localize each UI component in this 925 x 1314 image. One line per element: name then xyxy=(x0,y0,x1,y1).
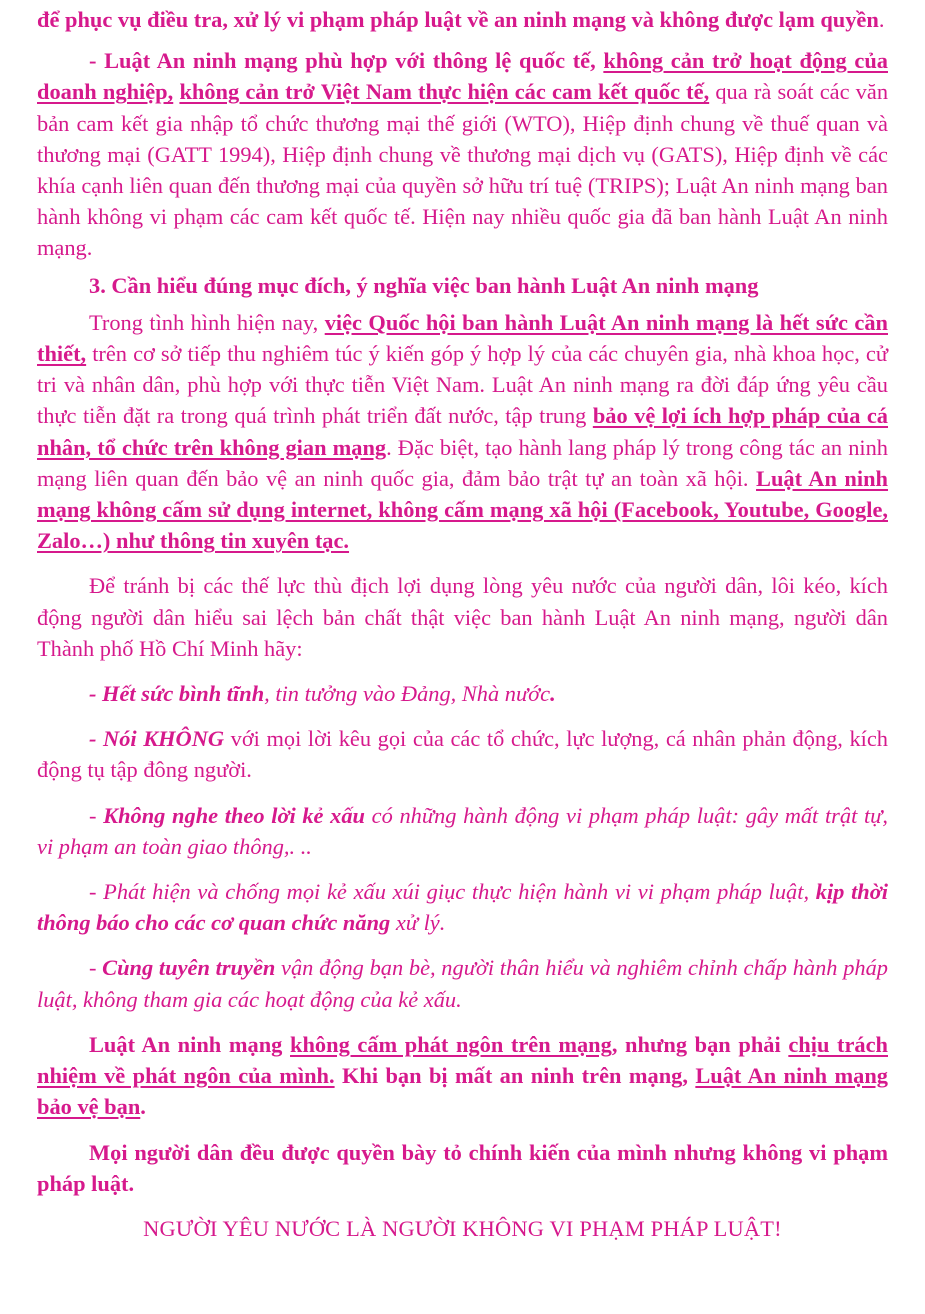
underlined-text: bảo vệ lợi ích hợp pháp của cá nhân, tổ chức trên không gian mạng xyxy=(37,403,888,460)
list-item xyxy=(37,800,888,862)
text-run: - xyxy=(89,955,103,981)
text-run: kịp thời thông báo cho các cơ quan chức năng xyxy=(37,879,888,936)
paragraph-call-to-action: Để tránh bị các thế lực thù địch lợi dụng lòng yêu nước của người dân, lôi kéo, kích động người dân hiểu sai lệch bản chất thật việc ban hành Luật An ninh mạng, người dân Thành phố Hồ Chí Minh hãy: xyxy=(37,573,888,661)
text-run: - Hết sức bình tĩnh xyxy=(89,681,265,707)
text-run: Trong tình hình hiện nay, xyxy=(89,309,325,335)
underlined-text: việc Quốc hội ban hành Luật An ninh mạng là hết sức cần thiết, xyxy=(37,309,888,367)
text-run: vận động bạn bè, người thân hiểu và nghiêm chỉnh chấp hành pháp luật, không tham gia các hoạt động của kẻ xấu. xyxy=(37,955,888,1012)
text-run: với mọi lời kêu gọi của các tổ chức, lực lượng, cá nhân phản động, kích động tụ tập đông người. xyxy=(37,726,888,783)
text-run: . xyxy=(140,1094,146,1120)
text-run: , nhưng bạn phải xyxy=(611,1031,789,1057)
text-run: . xyxy=(550,681,556,707)
text-run: - Nói KHÔNG xyxy=(89,726,225,752)
text-run: - Luật An ninh mạng phù hợp với thông lệ quốc tế, xyxy=(89,48,604,74)
text-run: qua rà soát các văn bản cam kết gia nhập tổ chức thương mại thế giới (WTO), Hiệp định chung về thuế quan và thương mại (GATT 1994), Hiệp định chung về thương mại dịch vụ (GATS), Hiệp định về các khía cạnh liên quan đến thương mại của quyền sở hữu trí tuệ (TRIPS); Luật An ninh mạng ban hành không vi phạm các cam kết quốc tế. Hiện nay nhiều quốc gia đã ban hành Luật An ninh mạng. xyxy=(37,79,889,261)
text-run: Khi bạn bị mất an ninh trên mạng, xyxy=(334,1063,696,1089)
closing-slogan: NGƯỜI YÊU NƯỚC LÀ NGƯỜI KHÔNG VI PHẠM PHÁP LUẬT! xyxy=(143,1215,782,1241)
paragraph-purpose xyxy=(37,307,888,557)
list-item xyxy=(37,723,888,785)
paragraph-continuation xyxy=(37,4,888,35)
text-run: Không nghe theo lời kẻ xấu xyxy=(103,802,365,828)
list-item xyxy=(37,876,888,938)
text-run: , tin tưởng vào Đảng, Nhà nước xyxy=(264,681,551,707)
underlined-text: Luật An ninh mạng không cấm sử dụng internet, không cấm mạng xã hội (Facebook, Youtube, Google, Zalo…) như thông tin xuyên tạc. xyxy=(37,465,889,554)
list-item xyxy=(37,952,888,1014)
text-run: xử lý. xyxy=(390,910,446,936)
text-run: Luật An ninh mạng xyxy=(89,1031,291,1057)
text-run: trên cơ sở tiếp thu nghiêm túc ý kiến góp ý hợp lý của các chuyên gia, nhà khoa học, cử tri và nhân dân, phù hợp với thực tiễn Việt Nam. Luật An ninh mạng ra đời đáp ứng yêu cầu thực tiễn đặt ra trong quá trình phát triển đất nước, tập trung xyxy=(37,341,888,429)
underlined-text: không cản trở Việt Nam thực hiện các cam kết quốc tế, xyxy=(179,79,710,105)
underlined-text: chịu trách nhiệm về phát ngôn của mình. xyxy=(37,1031,888,1089)
text-run: Cùng tuyên truyền xyxy=(102,955,276,981)
text-run: . Đặc biệt, tạo hành lang pháp lý trong công tác an ninh mạng liên quan đến bảo vệ an ninh quốc gia, đảm bảo trật tự an toàn xã hội. xyxy=(37,434,888,491)
paragraph-free-speech xyxy=(37,1029,888,1123)
section-heading: 3. Cần hiểu đúng mục đích, ý nghĩa việc ban hành Luật An ninh mạng xyxy=(89,272,759,298)
underlined-text: Luật An ninh mạng bảo vệ bạn xyxy=(37,1063,888,1120)
paragraph-opinion: Mọi người dân đều được quyền bày tỏ chính kiến của mình nhưng không vi phạm pháp luật. xyxy=(37,1139,888,1196)
underlined-text: không cấm phát ngôn trên mạng xyxy=(290,1031,612,1057)
text-run: để phục vụ điều tra, xử lý vi phạm pháp luật về an ninh mạng và không được lạm quyền xyxy=(37,7,879,32)
text-run: - Phát hiện và chống mọi kẻ xấu xúi giục thực hiện hành vi vi phạm pháp luật, xyxy=(89,879,816,905)
text-run: . xyxy=(878,7,885,32)
text-run: có những hành động vi phạm pháp luật: gây mất trật tự, vi phạm an toàn giao thông,. .. xyxy=(37,802,888,859)
list-item xyxy=(37,678,888,709)
document-page xyxy=(37,4,888,1244)
underlined-text: không cản trở hoạt động của doanh nghiệp, xyxy=(37,48,888,105)
text-run: - xyxy=(89,802,104,828)
paragraph-international-compliance xyxy=(37,45,888,263)
